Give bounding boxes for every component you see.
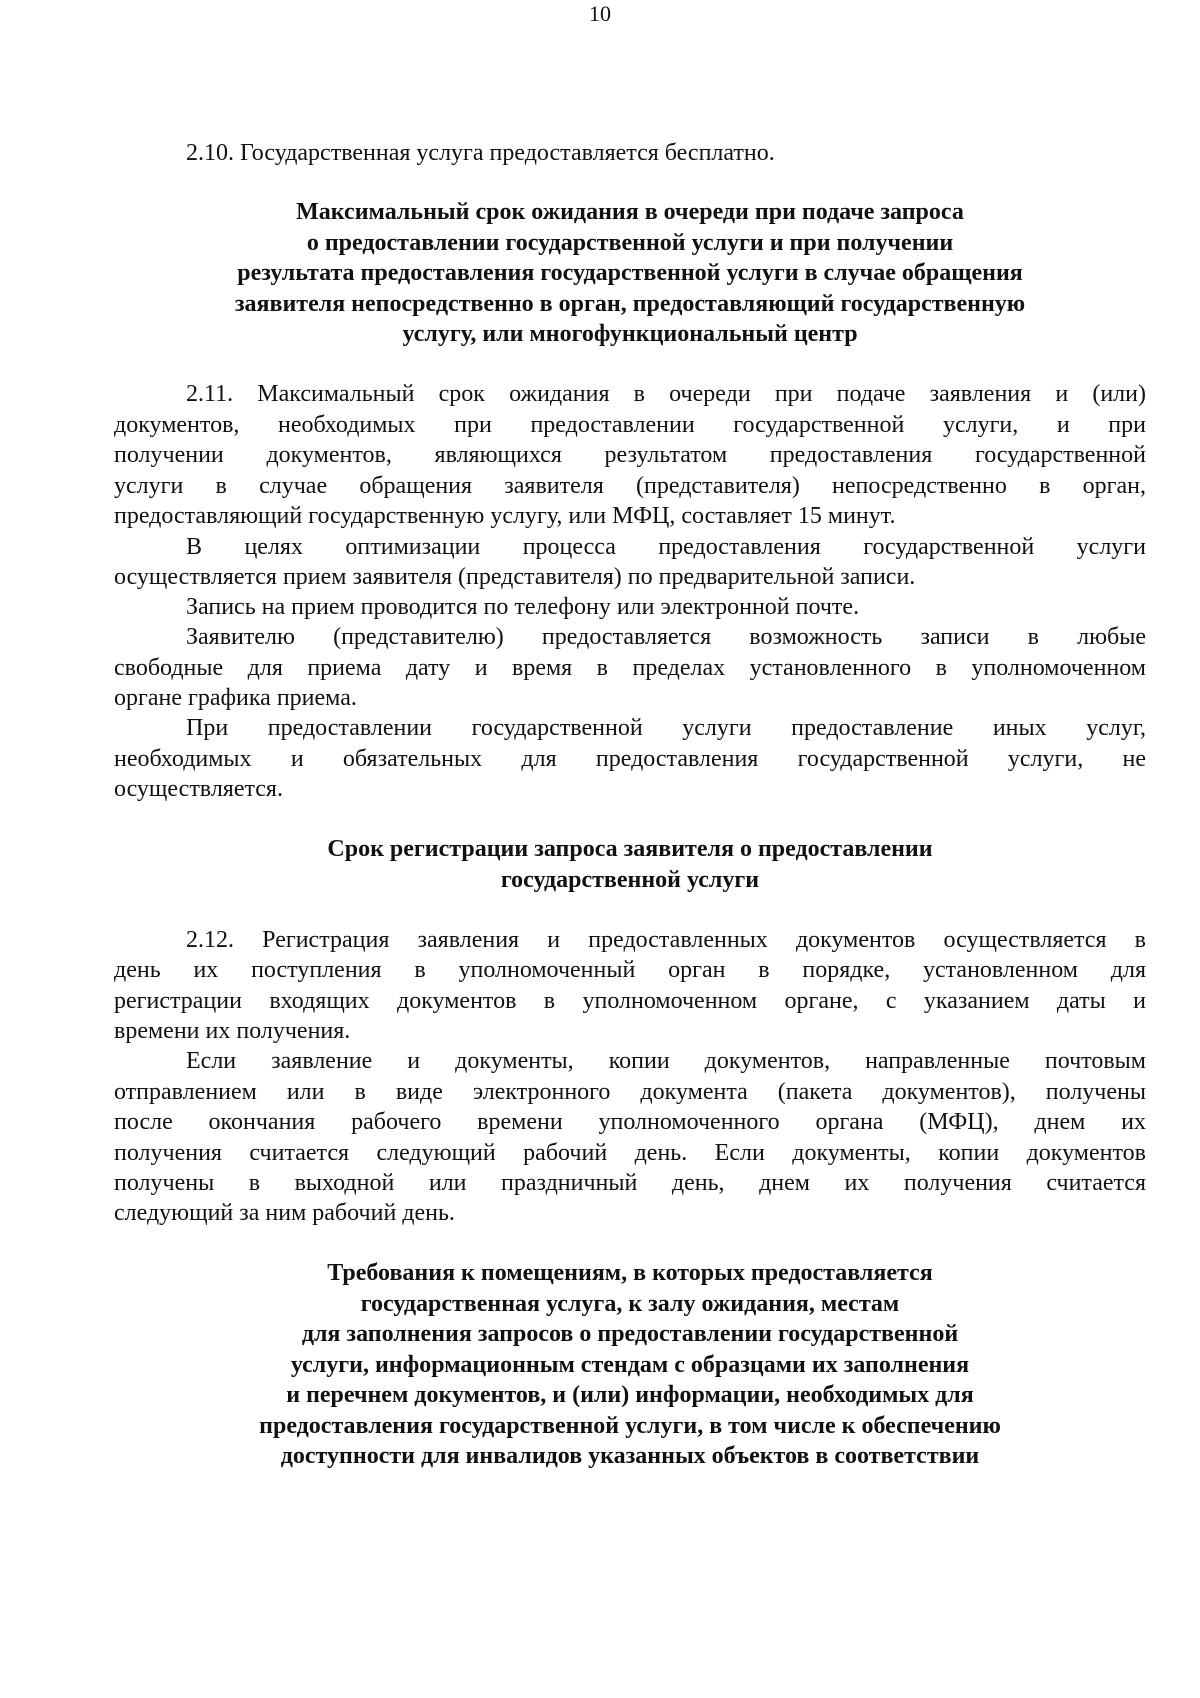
heading-registration-line-2: государственной услуги [500, 867, 760, 893]
paragraph-optimization-line-1: В целях оптимизации процесса предоставления государственной услуги [186, 534, 1146, 560]
heading-waiting-time-line-2: о предоставлении государственной услуги и при получении [306, 230, 954, 256]
heading-premises-line-2: государственная услуга, к залу ожидания, местам [360, 1291, 900, 1317]
heading-waiting-time-line-4: заявителя непосредственно в орган, предоставляющий государственную [234, 291, 1026, 317]
paragraph-2-11-line-4: услуги в случае обращения заявителя (представителя) непосредственно в орган, [114, 473, 1146, 499]
heading-premises-line-7: доступности для инвалидов указанных объектов в соответствии [280, 1443, 980, 1469]
page-number: 10 [589, 1, 611, 26]
heading-waiting-time-line-5: услугу, или многофункциональный центр [402, 321, 858, 347]
heading-waiting-time-line-3: результата предоставления государственной услуги в случае обращения [237, 260, 1023, 286]
heading-premises-line-3: для заполнения запросов о предоставлении государственной [301, 1321, 959, 1347]
paragraph-applicant-line-2: свободные для приема дату и время в пределах установленного в уполномоченном [114, 655, 1146, 681]
paragraph-postal-line-4: получения считается следующий рабочий день. Если документы, копии документов [114, 1140, 1146, 1166]
paragraph-postal-line-6: следующий за ним рабочий день. [114, 1200, 455, 1226]
paragraph-2-12-line-2: день их поступления в уполномоченный орган в порядке, установленном для [114, 957, 1146, 983]
paragraph-2-10: 2.10. Государственная услуга предоставляется бесплатно. [186, 140, 775, 166]
paragraph-2-12-line-1: 2.12. Регистрация заявления и предоставленных документов осуществляется в [186, 927, 1146, 953]
paragraph-postal-line-1: Если заявление и документы, копии документов, направленные почтовым [186, 1048, 1146, 1074]
heading-premises-line-5: и перечнем документов, и (или) информации, необходимых для [286, 1382, 974, 1408]
paragraph-applicant-line-1: Заявителю (представителю) предоставляется возможность записи в любые [186, 624, 1146, 650]
paragraph-postal-line-3: после окончания рабочего времени уполномоченного органа (МФЦ), днем их [114, 1109, 1146, 1135]
paragraph-appointment: Запись на прием проводится по телефону или электронной почте. [186, 594, 860, 620]
heading-premises-line-4: услуги, информационным стендам с образцами их заполнения [290, 1352, 970, 1378]
paragraph-2-12-line-4: времени их получения. [114, 1018, 351, 1044]
heading-waiting-time-line-1: Максимальный срок ожидания в очереди при подаче запроса [296, 199, 964, 225]
paragraph-other-services-line-1: При предоставлении государственной услуги предоставление иных услуг, [186, 715, 1146, 741]
paragraph-applicant-line-3: органе графика приема. [114, 685, 357, 711]
paragraph-2-11-line-2: документов, необходимых при предоставлении государственной услуги, и при [114, 412, 1146, 438]
paragraph-other-services-line-3: осуществляется. [114, 776, 283, 802]
heading-premises-line-6: предоставления государственной услуги, в том числе к обеспечению [259, 1413, 1001, 1439]
paragraph-other-services-line-2: необходимых и обязательных для предоставления государственной услуги, не [114, 746, 1146, 772]
paragraph-optimization-line-2: осуществляется прием заявителя (представителя) по предварительной записи. [114, 564, 916, 590]
paragraph-2-11-line-3: получении документов, являющихся результатом предоставления государственной [114, 442, 1146, 468]
paragraph-2-11-line-5: предоставляющий государственную услугу, или МФЦ, составляет 15 минут. [114, 503, 896, 529]
paragraph-postal-line-2: отправлением или в виде электронного документа (пакета документов), получены [114, 1079, 1146, 1105]
heading-registration-line-1: Срок регистрации запроса заявителя о предоставлении [327, 836, 933, 862]
paragraph-2-11-line-1: 2.11. Максимальный срок ожидания в очереди при подаче заявления и (или) [186, 381, 1146, 407]
heading-premises-line-1: Требования к помещениям, в которых предоставляется [327, 1260, 933, 1286]
paragraph-2-12-line-3: регистрации входящих документов в уполномоченном органе, с указанием даты и [114, 988, 1146, 1014]
paragraph-postal-line-5: получены в выходной или праздничный день, днем их получения считается [114, 1170, 1146, 1196]
